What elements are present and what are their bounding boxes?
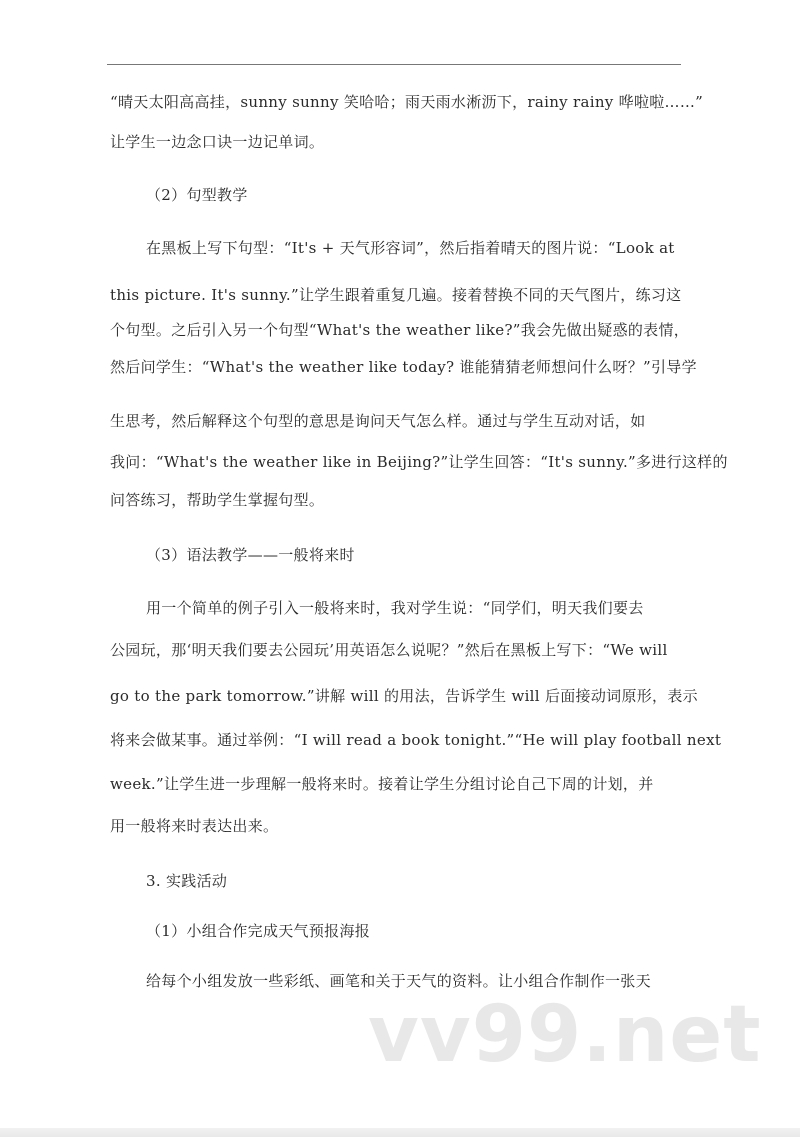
header-rule: [107, 64, 681, 65]
page-bottom-edge: [0, 1128, 800, 1137]
paragraph-line: 我问：“What's the weather like in Beijing?”让学生回答：“It's sunny.”多进行这样的: [110, 453, 728, 471]
section-heading: （3）语法教学——一般将来时: [146, 546, 355, 564]
paragraph-line: “晴天太阳高高挂，sunny sunny 笑哈哈；雨天雨水淅沥下，rainy rainy 哗啦啦……”: [110, 93, 704, 111]
paragraph-line: 在黑板上写下句型：“It's + 天气形容词”，然后指着晴天的图片说：“Look at: [146, 239, 675, 257]
paragraph-line: 给每个小组发放一些彩纸、画笔和关于天气的资料。让小组合作制作一张天: [146, 972, 651, 990]
paragraph-line: 用一个简单的例子引入一般将来时，我对学生说：“同学们，明天我们要去: [146, 599, 644, 617]
paragraph-line: go to the park tomorrow.”讲解 will 的用法，告诉学生 will 后面接动词原形，表示: [110, 687, 698, 705]
subsection-heading: （1）小组合作完成天气预报海报: [146, 922, 371, 940]
section-heading: （2）句型教学: [146, 186, 248, 204]
paragraph-line: 将来会做某事。通过举例：“I will read a book tonight.”“He will play football next: [110, 731, 722, 749]
paragraph-line: 公园玩，那‘明天我们要去公园玩’用英语怎么说呢？”然后在黑板上写下：“We will: [110, 641, 668, 659]
paragraph-line: 用一般将来时表达出来。: [110, 817, 279, 835]
paragraph-line: week.”让学生进一步理解一般将来时。接着让学生分组讨论自己下周的计划，并: [110, 775, 654, 793]
paragraph-line: 问答练习，帮助学生掌握句型。: [110, 491, 325, 509]
paragraph-line: this picture. It's sunny.”让学生跟着重复几遍。接着替换不同的天气图片，练习这: [110, 286, 682, 304]
paragraph-line: 生思考，然后解释这个句型的意思是询问天气怎么样。通过与学生互动对话，如: [110, 412, 646, 430]
watermark-text: vv99.net: [368, 990, 762, 1080]
section-heading: 3. 实践活动: [146, 872, 228, 890]
paragraph-line: 然后问学生：“What's the weather like today? 谁能猜猜老师想问什么呀？”引导学: [110, 358, 697, 376]
paragraph-line: 个句型。之后引入另一个句型“What's the weather like?”我会先做出疑惑的表情，: [110, 321, 690, 339]
paragraph-line: 让学生一边念口诀一边记单词。: [110, 133, 325, 151]
